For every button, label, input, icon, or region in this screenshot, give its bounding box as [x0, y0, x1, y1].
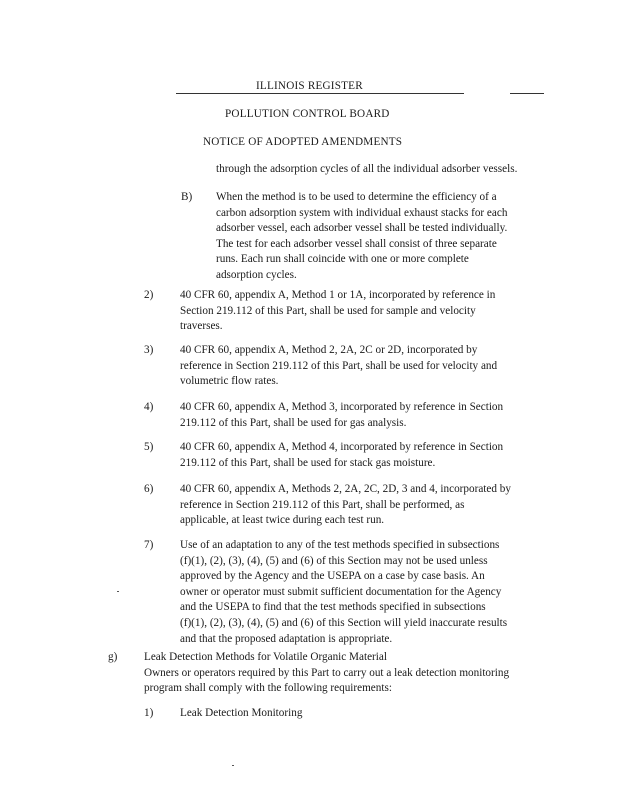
section-g-text: [144, 650, 509, 697]
item-5-marker: 5): [144, 441, 154, 453]
section-g-marker: g): [108, 651, 118, 663]
item-6-text: [180, 482, 511, 529]
header-notice: NOTICE OF ADOPTED AMENDMENTS: [203, 136, 403, 148]
text-line: adsorber vessel, each adsorber vessel shall be tested individually.: [216, 222, 508, 235]
text-line: volumetric flow rates.: [180, 375, 279, 388]
item-7-text: [180, 538, 507, 647]
text-line: and the USEPA to find that the test methods specified in subsections: [180, 601, 486, 614]
text-line: Leak Detection Methods for Volatile Organic Material: [144, 651, 387, 663]
text-line: Section 219.112 of this Part, shall be used for sample and velocity: [180, 304, 476, 317]
text-line: carbon adsorption system with individual exhaust stacks for each: [216, 206, 508, 219]
header-register: ILLINOIS REGISTER: [256, 80, 363, 92]
text-line: 40 CFR 60, appendix A, Method 3, incorporated by reference in Section: [180, 401, 504, 413]
text-line: traverses.: [180, 320, 223, 333]
item-2-marker: 2): [144, 289, 154, 301]
text-line: Leak Detection Monitoring: [180, 707, 303, 719]
text-line: 40 CFR 60, appendix A, Method 4, incorporated by reference in Section: [180, 441, 504, 453]
text-line: 40 CFR 60, appendix A, Method 2, 2A, 2C or 2D, incorporated by: [180, 344, 478, 356]
item-2-text: [180, 288, 495, 335]
text-line: approved by the Agency and the USEPA on a case by case basis. An: [180, 570, 485, 583]
text-line: (f)(1), (2), (3), (4), (5) and (6) of this Section will yield inaccurate results: [180, 616, 508, 629]
text-line: (f)(1), (2), (3), (4), (5) and (6) of this Section may not be used unless: [180, 554, 488, 567]
item-b-marker: B): [181, 191, 193, 203]
item-3-text: [180, 343, 497, 390]
text-line: Use of an adaptation to any of the test methods specified in subsections: [180, 539, 500, 551]
item-6-marker: 6): [144, 483, 154, 495]
text-line: Owners or operators required by this Part to carry out a leak detection monitoring: [144, 666, 510, 679]
item-5-text: [180, 440, 503, 471]
text-line: applicable, at least twice during each test run.: [180, 514, 385, 527]
text-line: 219.112 of this Part, shall be used for stack gas moisture.: [180, 456, 436, 469]
item-4-marker: 4): [144, 401, 154, 413]
header-board: POLLUTION CONTROL BOARD: [225, 108, 390, 120]
text-line: 40 CFR 60, appendix A, Methods 2, 2A, 2C, 2D, 3 and 4, incorporated by: [180, 483, 511, 495]
item-7-marker: 7): [144, 539, 154, 551]
header-rule-right: [510, 93, 544, 94]
text-line: program shall comply with the following requirements:: [144, 682, 392, 695]
text-line: reference in Section 219.112 of this Part, shall be used for velocity and: [180, 359, 498, 372]
text-line: adsorption cycles.: [216, 268, 297, 281]
text-line: reference in Section 219.112 of this Part, shall be performed, as: [180, 498, 465, 511]
text-line: owner or operator must submit sufficient documentation for the Agency: [180, 585, 502, 598]
item-g1-marker: 1): [144, 707, 154, 719]
continuation-line: through the adsorption cycles of all the individual adsorber vessels.: [216, 163, 518, 175]
text-line: and that the proposed adaptation is appropriate.: [180, 632, 393, 645]
item-4-text: [180, 400, 503, 431]
item-b-text: [216, 190, 507, 284]
text-line: The test for each adsorber vessel shall consist of three separate: [216, 237, 497, 250]
scan-speck: [232, 765, 234, 766]
item-3-marker: 3): [144, 344, 154, 356]
text-line: 40 CFR 60, appendix A, Method 1 or 1A, incorporated by reference in: [180, 289, 496, 301]
item-g1-text: [180, 706, 302, 722]
text-line: 219.112 of this Part, shall be used for gas analysis.: [180, 416, 407, 429]
scan-speck: [117, 591, 119, 592]
text-line: runs. Each run shall coincide with one or more complete: [216, 253, 469, 266]
text-line: When the method is to be used to determine the efficiency of a: [216, 191, 497, 203]
